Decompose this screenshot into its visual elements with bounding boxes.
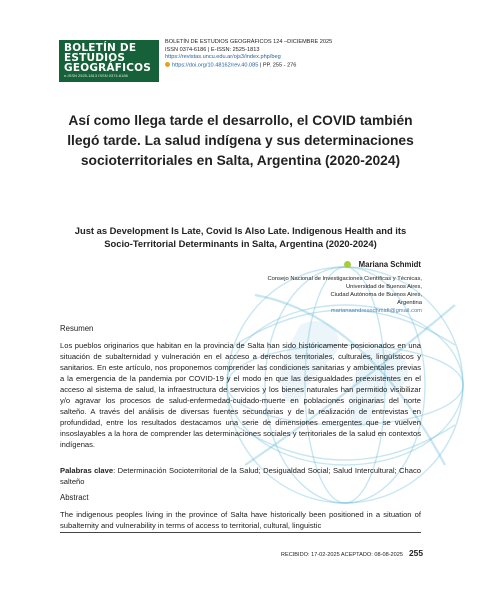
resumen-heading: Resumen [60,324,94,333]
doi-link[interactable]: https://doi.org/10.48162/rev.40.085 [172,62,259,69]
keywords-text: : Determinación Socioterritorial de la Salud; Desigualdad Social; Salud Intercultural; Chaco salteño [60,466,421,486]
affiliation-line: Universidad de Buenos Aires, [345,283,422,290]
logo-line-3: GEOGRÁFICOS [64,62,152,74]
article-title-en: Just as Development Is Late, Covid Is Also Late. Indigenous Health and its Socio-Territorial Determinants in Salta, Argentina (2020-2024) [74,225,407,249]
journal-logo [59,40,159,82]
keywords-label: Palabras clave [60,466,114,475]
logo-line-1: BOLETÍN DE [64,42,137,54]
author-name: Mariana Schmidt [358,260,421,269]
affiliation-line: Argentina [397,299,422,306]
orcid-icon[interactable] [344,261,351,268]
page-range: | PP. 255 - 276 [258,62,297,69]
affiliation-line: Ciudad Autónoma de Buenos Aires, [330,291,422,298]
author-affiliation [267,276,422,316]
doi-line [165,62,332,70]
abstract-text: The indigenous peoples living in the province of Salta have historically been positioned in a situation of subalternity and vulnerability in terms of access to territorial, cultural, linguistic [60,510,421,530]
received-accepted-dates: RECIBIDO: 17-02-2025 ACEPTADO: 08-08-2025 [280,552,404,558]
page-footer [281,548,423,558]
abstract-heading: Abstract [60,493,89,502]
doi-icon [165,62,170,67]
article-title-es: Así como llega tarde el desarrollo, el COVID también llegó tarde. La salud indígena y sus determinaciones socioterritoriales en Salta, Argentina (2020-2024) [67,113,414,168]
author-email-link[interactable]: marianaandreaschmidt@gmail.com [330,307,422,314]
resumen-text: Los pueblos originarios que habitan en la provincia de Salta han sido históricamente posicionados en una situación de subalternidad y vulneración en el acceso a derechos territoriales, culturales, lingüísticos y sanitarios. En este artículo, nos proponemos comprender las condiciones sanitarias y ambientales previas a la emergencia de la pandemia por COVID-19 y el modo en que las desigualdades preexistentes en el acceso al sistema de salud, la infraestructura de servicios y los bienes naturales han permitido visibilizar y/o agravar los procesos de salud-enfermedad-cuidado-muerte en poblaciones originarias del norte salteño. A través del análisis de diversas fuentes secundarias y de la realización de entrevistas en profundidad, entre los resultados destacamos una serie de dimensiones emergentes que se vuelven insoslayables a la hora de comprender las determinaciones sociales y territoriales de la salud en contextos indígenas. [60,341,421,449]
footer-divider [60,532,421,533]
author-name-line [344,260,421,269]
logo-line-2: ESTUDIOS [64,52,126,64]
journal-issue: BOLETÍN DE ESTUDIOS GEOGRÁFICOS 124 –DICIEMBRE 2025 [165,39,333,45]
logo-issn: e-ISSN 2525-1813 ISSN 0374-6186 [64,73,128,78]
affiliation-line: Consejo Nacional de Investigaciones Científicas y Técnicas, [267,276,422,282]
keywords [60,465,421,487]
journal-url-link[interactable]: https://revistas.uncu.edu.ar/ojs3/index.php/beg [165,54,281,61]
page-number: 255 [409,548,423,558]
journal-header [165,39,332,70]
journal-issn: ISSN 0374-6186 | E-ISSN: 2525-1813 [165,46,260,53]
